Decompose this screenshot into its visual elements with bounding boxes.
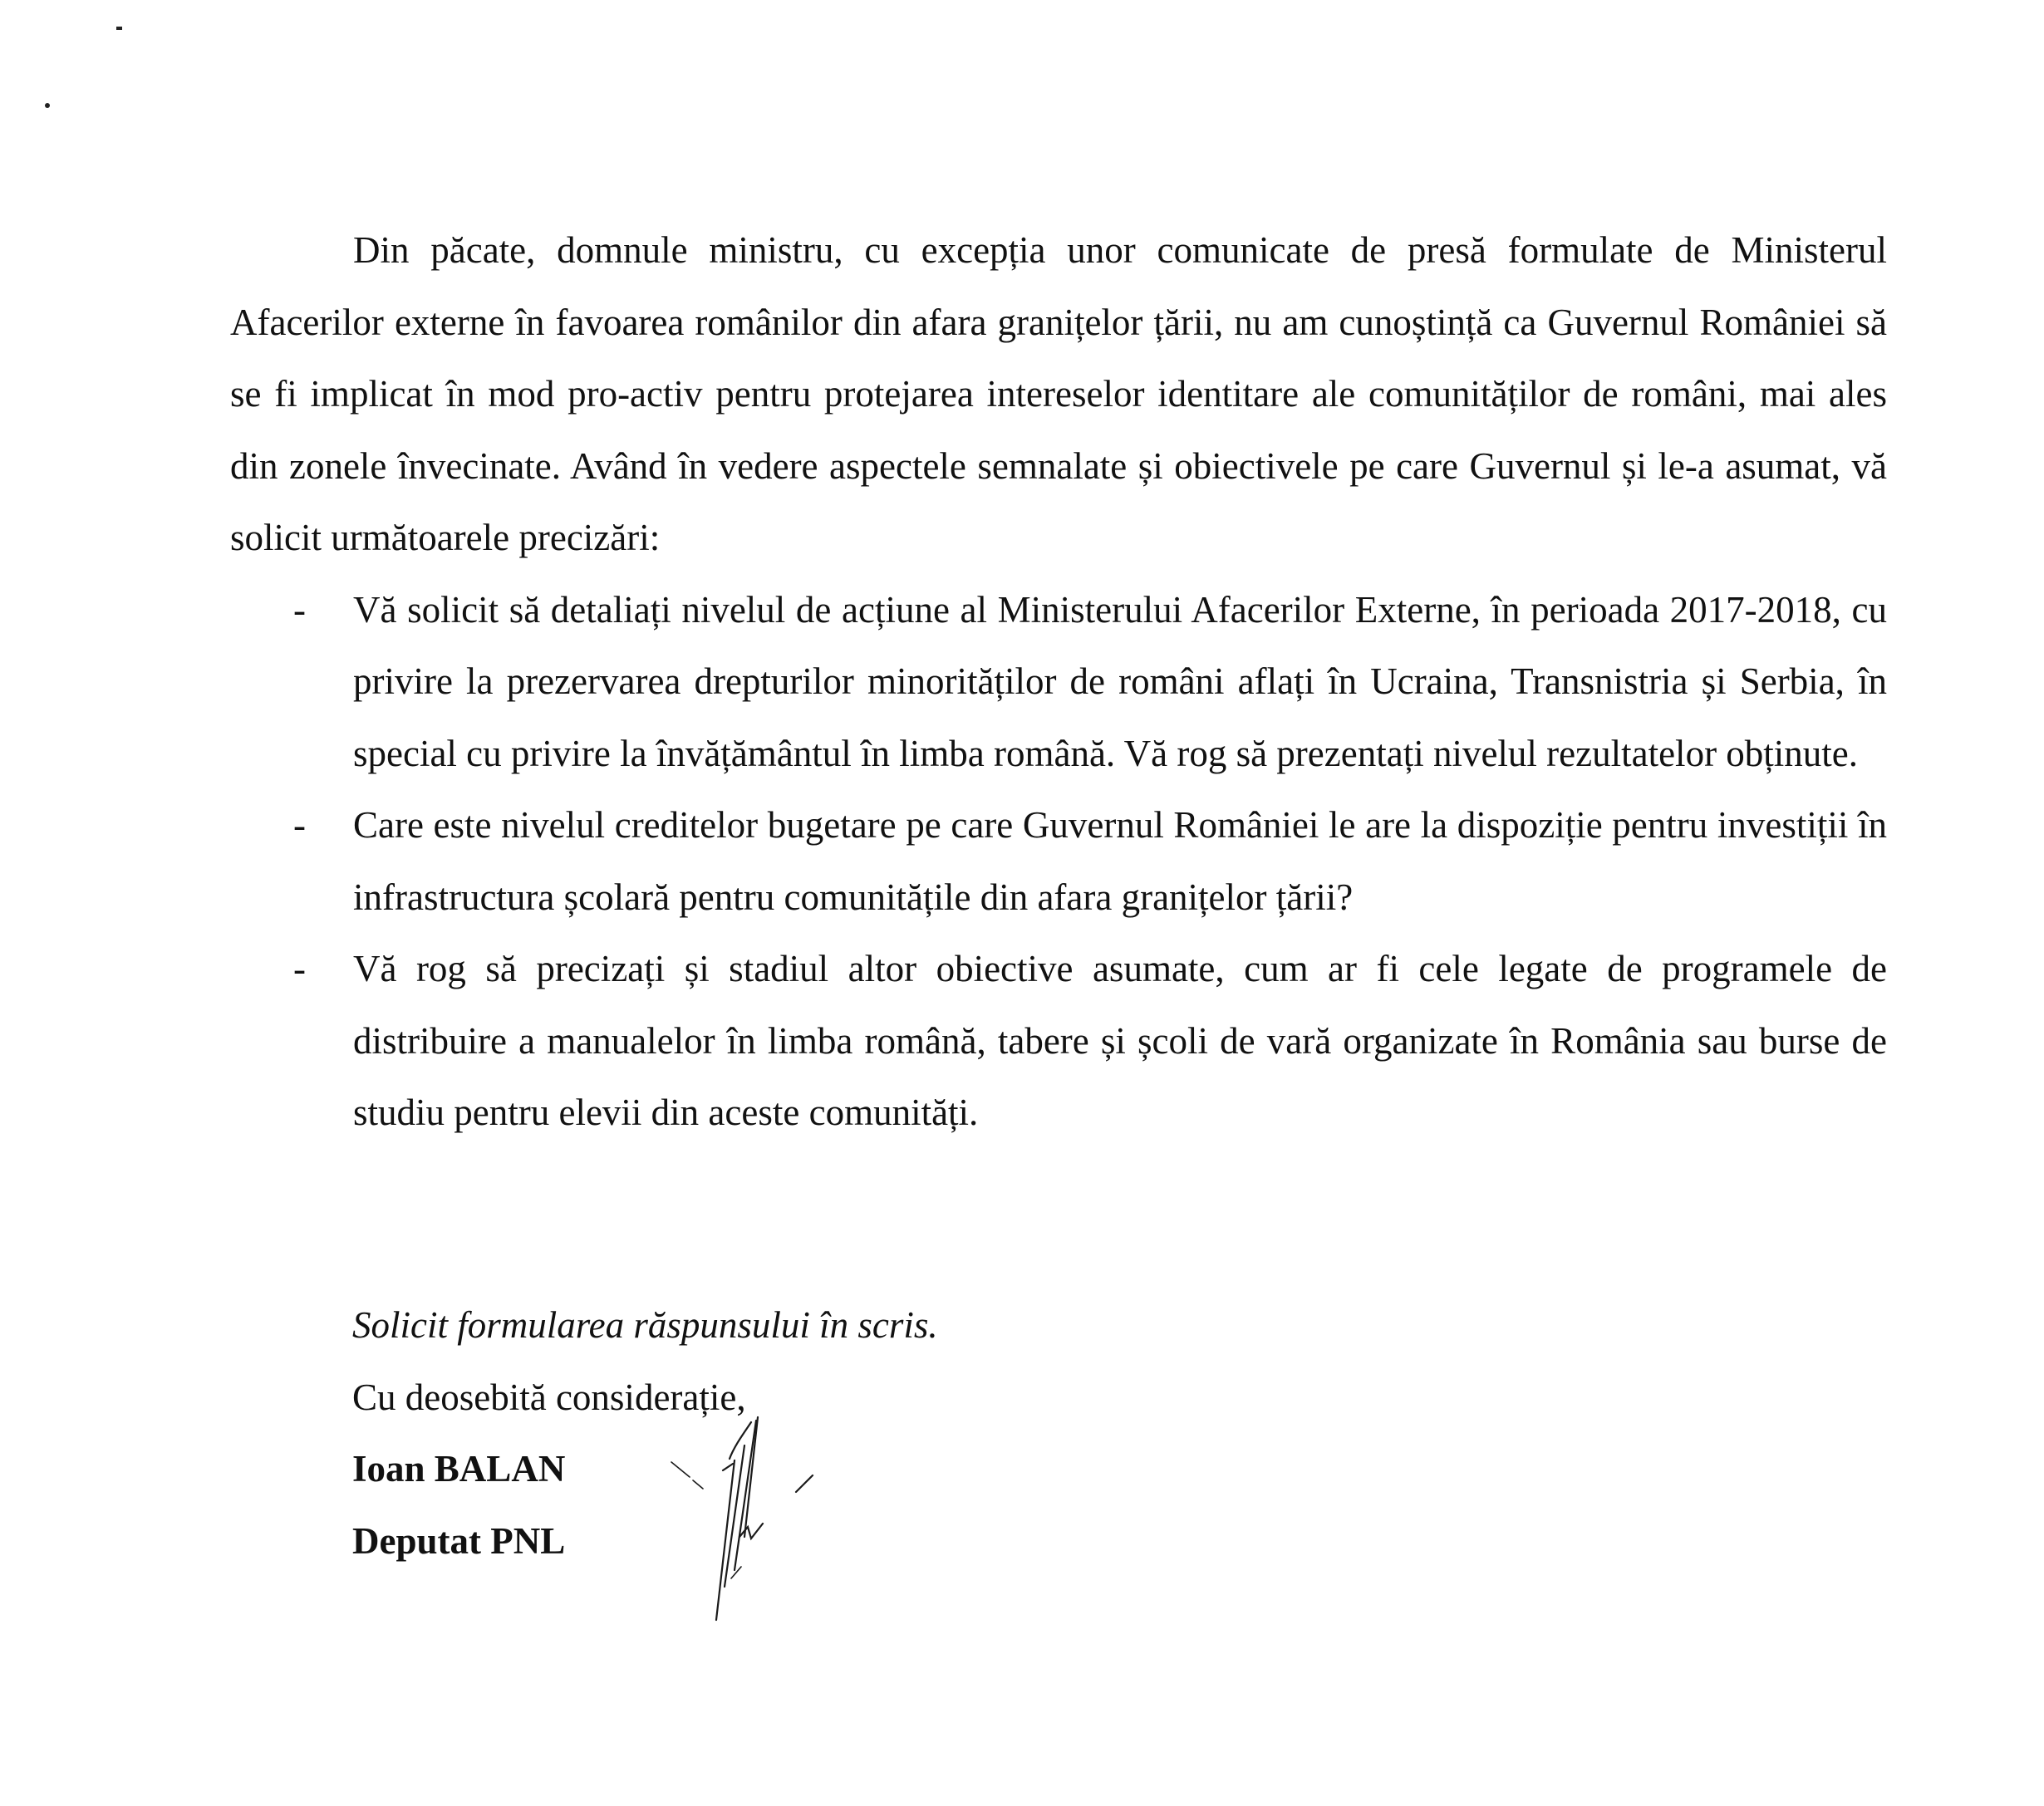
signer-name: Ioan BALAN (352, 1448, 566, 1489)
question-text: Vă solicit să detaliați nivelul de acțiune al Ministerului Afacerilor Externe, în perioada 2017-2018, cu privire la prezervarea drepturilor minorităților de români aflați în Ucraina, Transnistria și Serbia, în special cu privire la învățământul în limba română. Vă rog să prezentați nivelul rezultatelor obținute. (353, 588, 1887, 774)
question-item (230, 574, 1887, 790)
letter-body (230, 214, 1887, 1149)
salutation: Cu deosebită considerație, (352, 1376, 746, 1418)
bullet-dash: - (293, 804, 306, 846)
scan-artifact-dash (116, 27, 122, 30)
question-text: Vă rog să precizați și stadiul altor obiective asumate, cum ar fi cele legate de programele de distribuire a manualelor în limba română, tabere și școli de vară organizate în România sau burse de studiu pentru elevii din aceste comunități. (353, 948, 1887, 1133)
signer-role: Deputat PNL (352, 1519, 566, 1562)
question-item (230, 933, 1887, 1149)
bullet-dash: - (293, 948, 306, 989)
question-text: Care este nivelul creditelor bugetare pe care Guvernul României le are la dispoziție pentru investiții în infrastructura școlară pentru comunitățile din afara granițelor țării? (353, 804, 1887, 918)
letter-closing (352, 1289, 938, 1577)
written-response-request: Solicit formularea răspunsului în scris. (352, 1304, 938, 1346)
bullet-dash: - (293, 588, 306, 631)
scan-artifact-dot (45, 103, 50, 108)
questions-list (230, 574, 1887, 1149)
question-item (230, 789, 1887, 933)
intro-paragraph: Din păcate, domnule ministru, cu excepția unor comunicate de presă formulate de Ministerul Afacerilor externe în favoarea românilor din afara granițelor țării, nu am cunoștință ca Guvernul României să se fi implicat în mod pro-activ pentru protejarea intereselor identitare ale comunităților de români, mai ales din zonele învecinate. Având în vedere aspectele semnalate și obiectivele pe care Guvernul și le-a asumat, vă solicit următoarele precizări: (230, 229, 1887, 558)
signature-icon (665, 1412, 848, 1637)
